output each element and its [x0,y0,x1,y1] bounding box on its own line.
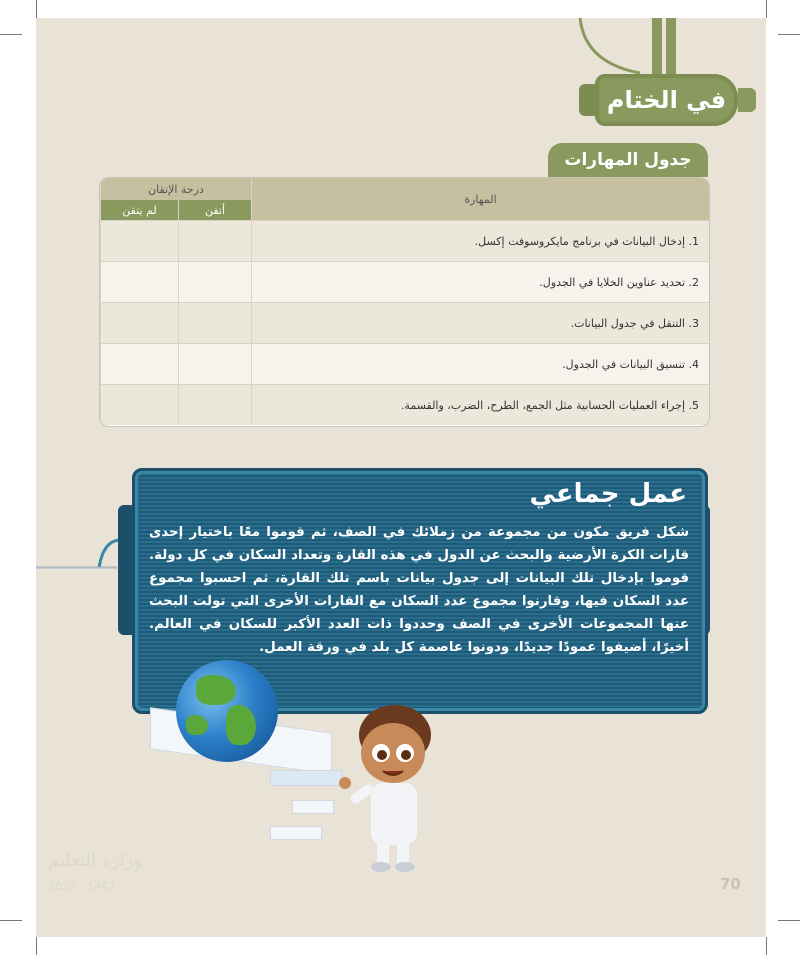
not-mastered-cell[interactable] [101,262,179,303]
globe-icon [176,660,278,762]
skill-cell: 1. إدخال البيانات في برنامج مايكروسوفت إكسل. [252,221,710,262]
skills-table [99,177,710,427]
table-row [101,221,710,262]
table-row [101,344,710,385]
cable-plug-icon [36,535,126,569]
ministry-watermark-sub: 2020 - 1442 [48,880,115,893]
section-title-tag [595,74,738,126]
spreadsheet-cell [270,770,342,786]
not-mastered-cell[interactable] [101,221,179,262]
col-mastery-header: درجة الإتقان [101,178,252,200]
mastered-cell[interactable] [179,221,252,262]
boy-character-icon [335,695,445,875]
mastered-cell[interactable] [179,385,252,426]
skills-tab-label: جدول المهارات [564,150,692,170]
plug-icon [738,88,756,112]
table-row [101,385,710,426]
ministry-watermark: وزارة التعليم [48,850,143,871]
group-work-text: شكل فريق مكون من مجموعة من زملائك في الصف، ثم قوموا معًا باختيار إحدى قارات الكرة الأرضية والبحث عن الدول في هذه القارة وتعداد السكان في كل دولة. قوموا بإدخال تلك البيانات إلى جدول بيانات باسم تلك القارة، ثم احسبوا مجموع عدد السكان فيها، وقارنوا مجموع عدد السكان مع القارات الأخرى التي تولت البحث عنها المجموعات الأخرى في الصف وحددوا ذات العدد الأكبر للسكان في العالم. أخيرًا، أضيفوا عمودًا جديدًا، ودونوا عاصمة كل بلد في ورقة العمل. [149,525,689,655]
spreadsheet-cell [270,826,322,840]
table-row [101,262,710,303]
skill-cell: 5. إجراء العمليات الحسابية مثل الجمع، الطرح، الضرب، والقسمة. [252,385,710,426]
not-mastered-cell[interactable] [101,303,179,344]
skill-cell: 2. تحديد عناوين الخلايا في الجدول. [252,262,710,303]
skills-tab [548,143,708,177]
mastered-cell[interactable] [179,262,252,303]
skill-cell: 3. التنقل في جدول البيانات. [252,303,710,344]
not-mastered-cell[interactable] [101,385,179,426]
crop-mark [36,937,37,955]
section-title: في الختام [606,86,727,114]
plug-icon [579,84,595,116]
crop-mark [778,920,800,921]
crop-mark [0,34,22,35]
group-work-title: عمل جماعي [529,479,687,509]
not-mastered-cell[interactable] [101,344,179,385]
crop-mark [766,0,767,18]
col-not-mastered-header: لم يتقن [101,200,179,221]
col-mastered-header: أتقن [179,200,252,221]
page-number: 70 [720,875,741,893]
crop-mark [778,34,800,35]
skill-cell: 4. تنسيق البيانات في الجدول. [252,344,710,385]
col-skill-header: المهارة [252,178,710,221]
mastered-cell[interactable] [179,344,252,385]
crop-mark [766,937,767,955]
crop-mark [0,920,22,921]
spreadsheet-cell [292,800,334,814]
table-row [101,303,710,344]
crop-mark [36,0,37,18]
mastered-cell[interactable] [179,303,252,344]
